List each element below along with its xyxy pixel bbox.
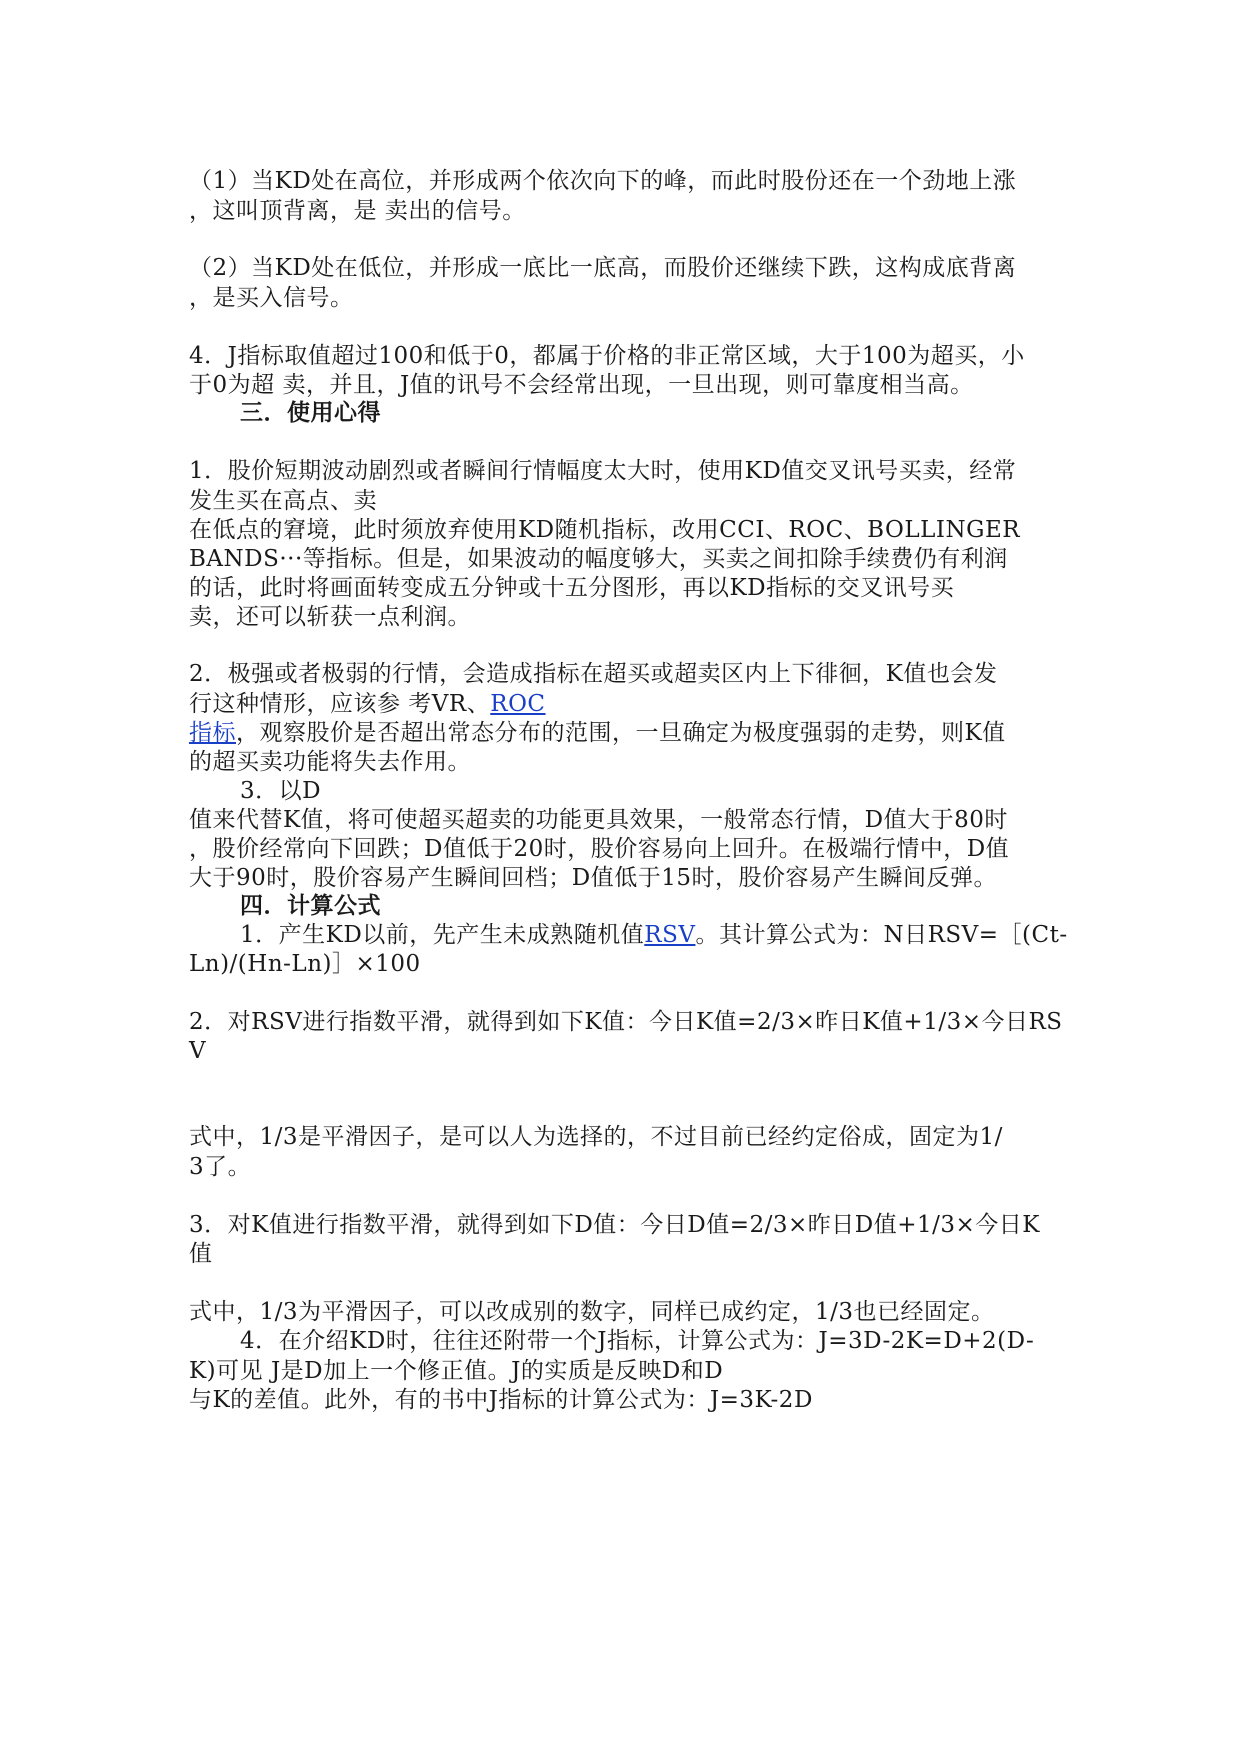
text-line: 于0为超 卖，并且，J值的讯号不会经常出现，一旦出现，则可靠度相当高。 <box>189 372 974 398</box>
text-line: 式中，1/3为平滑因子，可以改成别的数字，同样已成约定，1/3也已经固定。 <box>189 1299 995 1325</box>
text-line: 1．股价短期波动剧烈或者瞬间行情幅度太大时，使用KD值交叉讯号买卖，经常 <box>189 458 1017 484</box>
text-line: 发生买在高点、卖 <box>189 488 377 514</box>
text-line: 4．在介绍KD时，往往还附带一个J指标，计算公式为：J=3D-2K=D+2(D- <box>240 1328 1035 1354</box>
text-line: 3．对K值进行指数平滑，就得到如下D值：今日D值=2/3×昨日D值+1/3×今日K <box>189 1212 1040 1238</box>
text-line: ，这叫顶背离，是 卖出的信号。 <box>189 198 526 224</box>
section-heading: 四．计算公式 <box>240 892 381 919</box>
text-segment: 行这种情形，应该参 考VR、 <box>189 691 491 717</box>
text-line: 与K的差值。此外，有的书中J指标的计算公式为：J=3K-2D <box>189 1387 813 1413</box>
text-line: 值来代替K值，将可使超买超卖的功能更具效果，一般常态行情，D值大于80时 <box>189 807 1008 833</box>
text-line: BANDS···等指标。但是，如果波动的幅度够大，买卖之间扣除手续费仍有利润 <box>189 546 1008 572</box>
text-line: 3了。 <box>189 1154 252 1180</box>
text-line: 大于90时，股价容易产生瞬间回档；D值低于15时，股价容易产生瞬间反弹。 <box>189 865 997 891</box>
text-line: V <box>189 1038 207 1064</box>
roc-link[interactable]: ROC <box>490 691 546 717</box>
text-line: 2．对RSV进行指数平滑，就得到如下K值：今日K值=2/3×昨日K值+1/3×今日RS <box>189 1009 1063 1035</box>
text-line: 的超买卖功能将失去作用。 <box>189 749 471 775</box>
text-line: Ln)/(Hn-Ln)］×100 <box>189 951 421 977</box>
text-line: K)可见 J是D加上一个修正值。J的实质是反映D和D <box>189 1358 724 1384</box>
text-line: 式中，1/3是平滑因子，是可以人为选择的，不过目前已经约定俗成，固定为1/ <box>189 1124 1003 1150</box>
text-line: （1）当KD处在高位，并形成两个依次向下的峰，而此时股份还在一个劲地上涨 <box>189 168 1017 194</box>
text-segment: 1．产生KD以前，先产生未成熟随机值 <box>240 922 645 948</box>
section-heading: 三．使用心得 <box>240 399 381 426</box>
text-line: 在低点的窘境，此时须放弃使用KD随机指标，改用CCI、ROC、BOLLINGER <box>189 517 1021 543</box>
text-line: 3．以D <box>240 778 322 804</box>
text-line: 卖，还可以斩获一点利润。 <box>189 604 471 630</box>
indicator-link[interactable]: 指标 <box>189 720 236 746</box>
text-segment: 。其计算公式为：N日RSV=［(Ct- <box>695 922 1068 948</box>
rsv-link[interactable]: RSV <box>644 922 696 948</box>
text-line: ，是买入信号。 <box>189 285 354 311</box>
text-line: 2．极强或者极弱的行情，会造成指标在超买或超卖区内上下徘徊，K值也会发 <box>189 661 998 687</box>
text-line: 4．J指标取值超过100和低于0，都属于价格的非正常区域，大于100为超买，小 <box>189 343 1025 369</box>
text-line: （2）当KD处在低位，并形成一底比一底高，而股价还继续下跌，这构成底背离 <box>189 255 1017 281</box>
text-segment: ，观察股价是否超出常态分布的范围，一旦确定为极度强弱的走势，则K值 <box>236 720 1006 746</box>
text-line: 的话，此时将画面转变成五分钟或十五分图形，再以KD指标的交叉讯号买 <box>189 575 955 601</box>
text-line: ，股价经常向下回跌；D值低于20时，股价容易向上回升。在极端行情中，D值 <box>189 836 1010 862</box>
text-line: 值 <box>189 1241 213 1267</box>
